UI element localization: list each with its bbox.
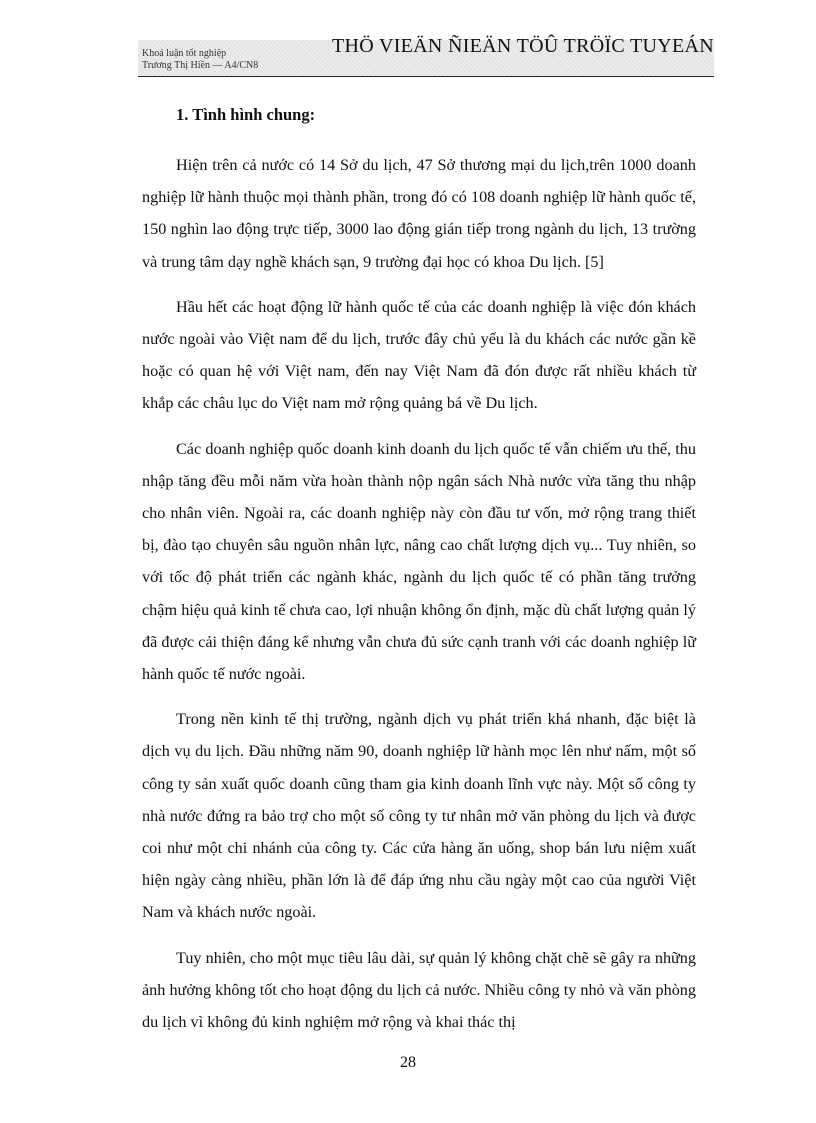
header-left bbox=[142, 48, 258, 72]
body-paragraph: Trong nền kinh tế thị trường, ngành dịch vụ phát triển khá nhanh, đặc biệt là dịch vụ du lịch. Đầu những năm 90, doanh nghiệp lữ hành mọc lên như nấm, một số công ty sản xuất quốc doanh cũng tham gia kinh doanh lĩnh vực này. Một số công ty nhà nước đứng ra bảo trợ cho một số công ty tư nhân mở văn phòng du lịch và được coi như một chi nhánh của công ty. Các cửa hàng ăn uống, shop bán lưu niệm xuất hiện ngày càng nhiều, phần lớn là để đáp ứng nhu cầu ngày một cao của người Việt Nam và khách nước ngoài. bbox=[142, 710, 696, 922]
header-library-title: THÖ VIEÄN ÑIEÄN TÖÛ TRÖÏC TUYEÁN bbox=[332, 35, 714, 57]
body-paragraph: Các doanh nghiệp quốc doanh kinh doanh du lịch quốc tế vẫn chiếm ưu thế, thu nhập tăng đều mỗi năm vừa hoàn thành nộp ngân sách Nhà nước vừa tăng thu nhập cho nhân viên. Ngoài ra, các doanh nghiệp này còn đầu tư vốn, mở rộng trang thiết bị, đào tạo chuyên sâu nguồn nhân lực, nâng cao chất lượng dịch vụ... Tuy nhiên, so với tốc độ phát triển các ngành khác, ngành du lịch quốc tế có phần tăng trưởng chậm hiệu quả kinh tế chưa cao, lợi nhuận không ổn định, mặc dù chất lượng quản lý đã được cải thiện đáng kể nhưng vẫn chưa đủ sức cạnh tranh với các doanh nghiệp lữ hành quốc tế nước ngoài. bbox=[142, 439, 696, 684]
header-thesis-label: Khoá luận tốt nghiệp bbox=[142, 48, 227, 59]
section-title: 1. Tình hình chung: bbox=[176, 105, 316, 124]
page-number: 28 bbox=[400, 1054, 416, 1071]
header-divider bbox=[138, 76, 714, 77]
body-paragraph: Hầu hết các hoạt động lữ hành quốc tế của các doanh nghiệp là việc đón khách nước ngoài vào Việt nam để du lịch, trước đây chủ yếu là du khách các nước gần kề hoặc có quan hệ với Việt nam, đến nay Việt Nam đã đón được rất nhiều khách từ khắp các châu lục do Việt nam mở rộng quảng bá về Du lịch. bbox=[142, 297, 696, 413]
body-paragraph: Tuy nhiên, cho một mục tiêu lâu dài, sự quản lý không chặt chẽ sẽ gây ra những ảnh hưởng không tốt cho hoạt động du lịch cả nước. Nhiều công ty nhỏ và văn phòng du lịch vì không đủ kinh nghiệm mở rộng và khai thác thị bbox=[142, 948, 696, 1032]
body-paragraph: Hiện trên cả nước có 14 Sở du lịch, 47 Sở thương mại du lịch,trên 1000 doanh nghiệp lữ hành thuộc mọi thành phần, trong đó có 108 doanh nghiệp lữ hành quốc tế, 150 nghìn lao động trực tiếp, 3000 lao động gián tiếp trong ngành du lịch, 13 trường và trung tâm dạy nghề khách sạn, 9 trường đại học có khoa Du lịch. [5] bbox=[142, 156, 696, 271]
page-body bbox=[142, 102, 696, 1051]
header-author-label: Trương Thị Hiền — A4/CN8 bbox=[142, 60, 259, 71]
